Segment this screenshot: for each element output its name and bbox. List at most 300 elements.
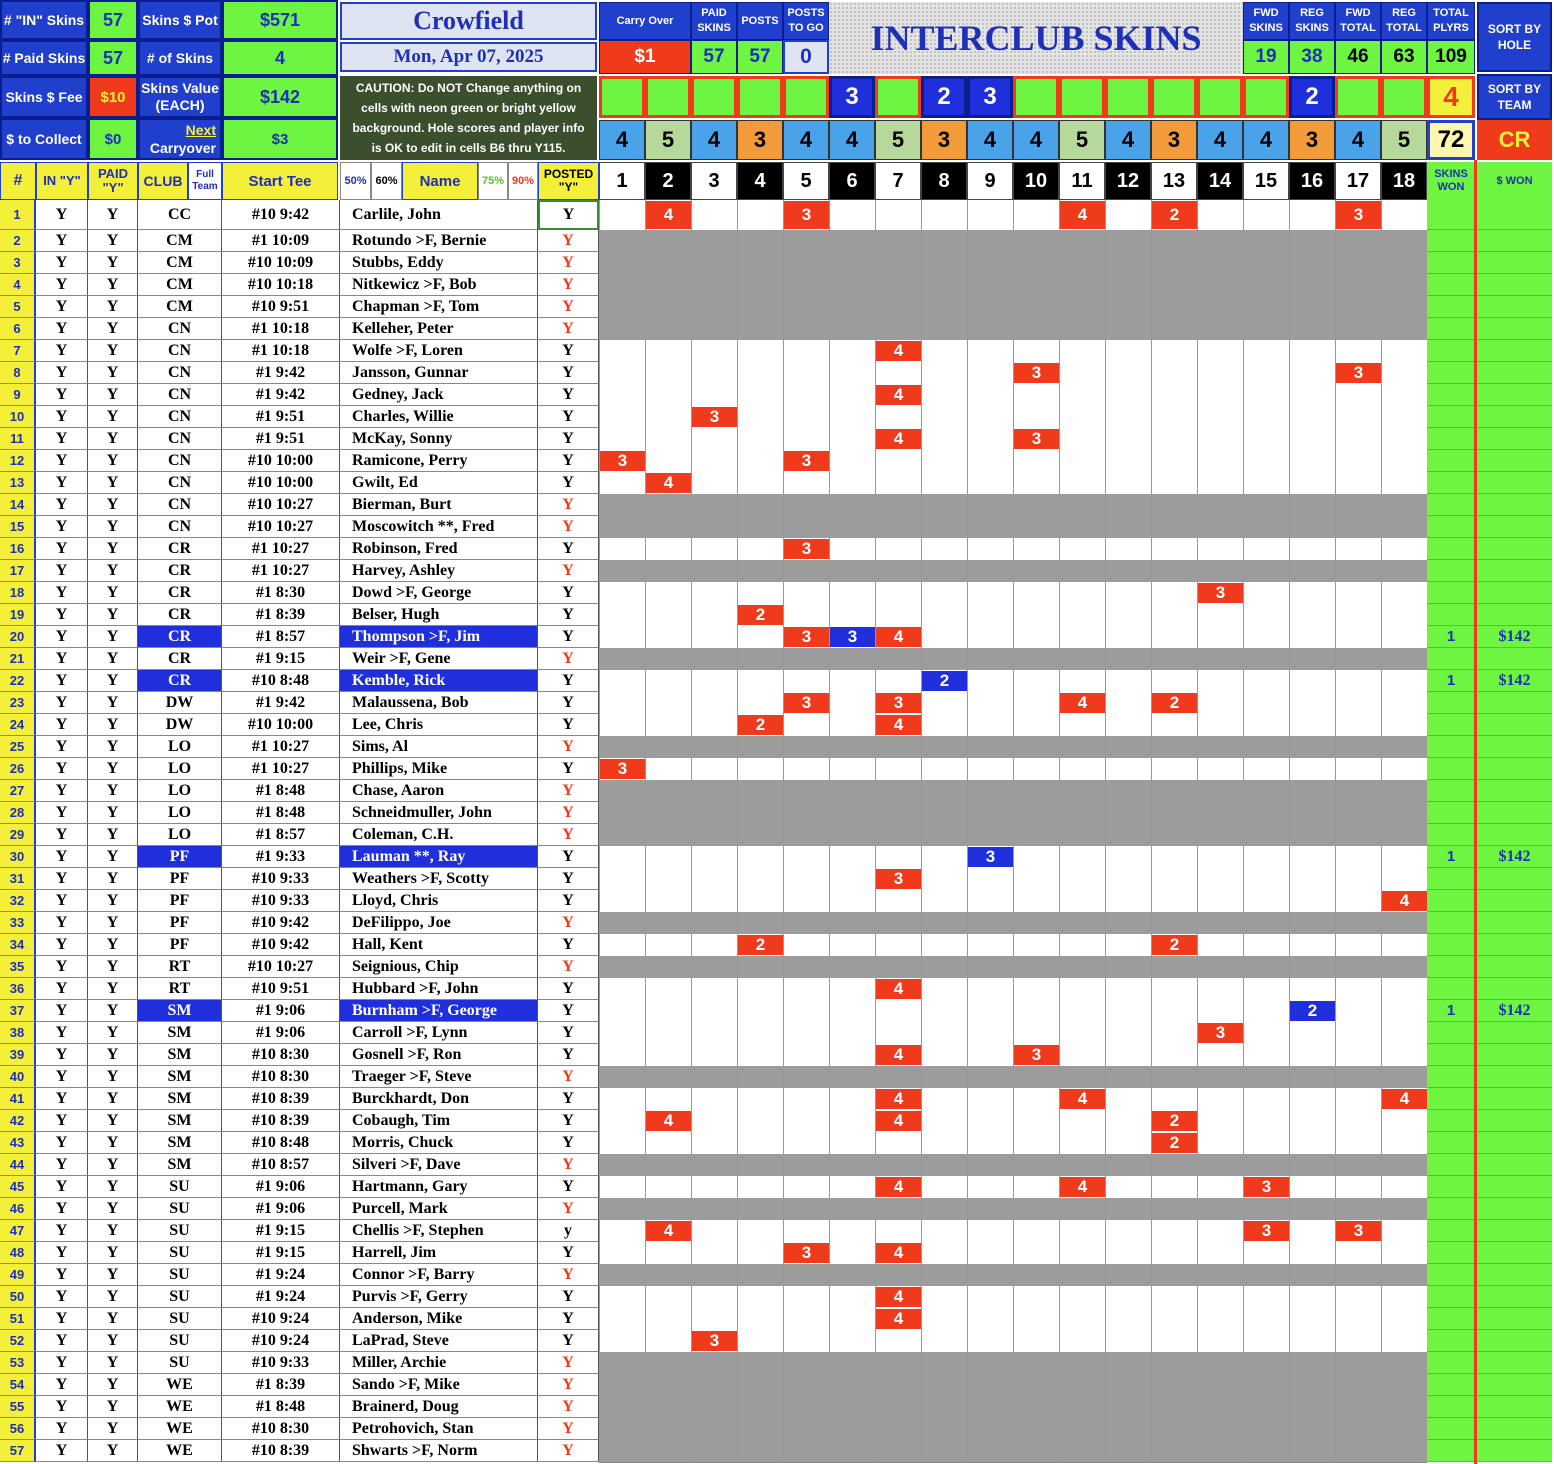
club-cell[interactable]: CN [138,362,222,384]
paid-cell[interactable]: Y [88,1330,138,1352]
start-tee-cell[interactable]: #1 9:15 [222,1242,340,1264]
player-name[interactable]: Schneidmuller, John [340,802,538,824]
score-hole-5[interactable]: 3 [784,693,829,713]
score-hole-7[interactable]: 4 [876,341,921,361]
score-hole-15[interactable]: 3 [1244,1221,1289,1241]
in-cell[interactable]: Y [36,1066,88,1088]
club-cell[interactable]: CN [138,450,222,472]
paid-cell[interactable]: Y [88,230,138,252]
posted-cell[interactable]: Y [538,230,599,252]
start-tee-cell[interactable]: #1 10:27 [222,538,340,560]
player-name[interactable]: Purcell, Mark [340,1198,538,1220]
score-hole-17[interactable]: 3 [1336,201,1381,229]
posted-cell[interactable]: Y [538,934,599,956]
posted-cell[interactable]: Y [538,582,599,604]
score-hole-11[interactable]: 4 [1060,1177,1105,1197]
club-cell[interactable]: SM [138,1066,222,1088]
score-hole-15[interactable]: 3 [1244,1177,1289,1197]
posted-cell[interactable]: Y [538,1198,599,1220]
player-name[interactable]: McKay, Sonny [340,428,538,450]
start-tee-cell[interactable]: #1 10:27 [222,560,340,582]
paid-cell[interactable]: Y [88,1198,138,1220]
start-tee-cell[interactable]: #10 8:48 [222,1132,340,1154]
club-cell[interactable]: WE [138,1374,222,1396]
score-hole-5[interactable]: 3 [784,451,829,471]
paid-cell[interactable]: Y [88,1110,138,1132]
p90-header[interactable]: 90% [508,162,538,200]
club-cell[interactable]: SM [138,1044,222,1066]
score-hole-10[interactable]: 3 [1014,429,1059,449]
club-cell[interactable]: SM [138,1132,222,1154]
club-cell[interactable]: CR [138,560,222,582]
score-hole-7[interactable]: 4 [876,715,921,735]
paid-cell[interactable]: Y [88,890,138,912]
start-tee-cell[interactable]: #1 10:09 [222,230,340,252]
posted-cell[interactable]: Y [538,604,599,626]
score-hole-7[interactable]: 3 [876,693,921,713]
start-tee-cell[interactable]: #10 8:48 [222,670,340,692]
player-name[interactable]: Bierman, Burt [340,494,538,516]
club-cell[interactable]: PF [138,912,222,934]
paid-cell[interactable]: Y [88,758,138,780]
in-cell[interactable]: Y [36,1396,88,1418]
paid-cell[interactable]: Y [88,1418,138,1440]
posted-cell[interactable]: Y [538,384,599,406]
paid-cell[interactable]: Y [88,1132,138,1154]
start-tee-cell[interactable]: #10 10:09 [222,252,340,274]
in-cell[interactable]: Y [36,626,88,648]
club-cell[interactable]: SU [138,1198,222,1220]
player-name[interactable]: Stubbs, Eddy [340,252,538,274]
in-cell[interactable]: Y [36,1132,88,1154]
player-name[interactable]: Brainerd, Doug [340,1396,538,1418]
posted-cell[interactable]: Y [538,912,599,934]
player-name[interactable]: Burckhardt, Don [340,1088,538,1110]
club-cell[interactable]: CR [138,538,222,560]
club-cell[interactable]: SU [138,1264,222,1286]
start-tee-cell[interactable]: #10 10:18 [222,274,340,296]
start-tee-cell[interactable]: #10 10:00 [222,472,340,494]
score-hole-11[interactable]: 4 [1060,693,1105,713]
player-name[interactable]: Jansson, Gunnar [340,362,538,384]
posted-cell[interactable]: Y [538,1022,599,1044]
posted-cell[interactable]: Y [538,1110,599,1132]
player-name[interactable]: Dowd >F, George [340,582,538,604]
posted-cell[interactable]: Y [538,626,599,648]
club-cell[interactable]: PF [138,868,222,890]
club-cell[interactable]: RT [138,956,222,978]
player-name[interactable]: Robinson, Fred [340,538,538,560]
posted-cell[interactable]: Y [538,1264,599,1286]
posted-cell[interactable]: Y [538,362,599,384]
club-cell[interactable]: LO [138,736,222,758]
in-cell[interactable]: Y [36,200,88,230]
paid-cell[interactable]: Y [88,1066,138,1088]
score-hole-4[interactable]: 2 [738,715,783,735]
in-cell[interactable]: Y [36,1264,88,1286]
start-tee-cell[interactable]: #1 8:30 [222,582,340,604]
start-tee-cell[interactable]: #10 9:42 [222,912,340,934]
club-cell[interactable]: SM [138,1088,222,1110]
player-name[interactable]: Harrell, Jim [340,1242,538,1264]
in-cell[interactable]: Y [36,670,88,692]
club-cell[interactable]: DW [138,692,222,714]
in-cell[interactable]: Y [36,868,88,890]
club-cell[interactable]: CR [138,670,222,692]
in-cell[interactable]: Y [36,1418,88,1440]
paid-cell[interactable]: Y [88,1176,138,1198]
p60-header[interactable]: 60% [371,162,402,200]
paid-cell[interactable]: Y [88,494,138,516]
p50-header[interactable]: 50% [340,162,371,200]
club-cell[interactable]: WE [138,1440,222,1462]
start-tee-cell[interactable]: #1 8:48 [222,780,340,802]
paid-cell[interactable]: Y [88,1352,138,1374]
posted-cell[interactable]: Y [538,1044,599,1066]
club-cell[interactable]: PF [138,890,222,912]
start-tee-cell[interactable]: #1 8:57 [222,626,340,648]
paid-cell[interactable]: Y [88,648,138,670]
club-cell[interactable]: SU [138,1352,222,1374]
start-tee-cell[interactable]: #10 9:33 [222,890,340,912]
start-tee-cell[interactable]: #1 8:48 [222,1396,340,1418]
club-cell[interactable]: SM [138,1022,222,1044]
in-cell[interactable]: Y [36,1242,88,1264]
start-tee-cell[interactable]: #1 9:06 [222,1022,340,1044]
paid-cell[interactable]: Y [88,200,138,230]
score-hole-2[interactable]: 4 [646,1111,691,1131]
player-name[interactable]: Seignious, Chip [340,956,538,978]
paid-cell[interactable]: Y [88,670,138,692]
score-hole-13[interactable]: 2 [1152,935,1197,955]
paid-cell[interactable]: Y [88,1374,138,1396]
club-cell[interactable]: CN [138,340,222,362]
player-name[interactable]: Belser, Hugh [340,604,538,626]
score-hole-18[interactable]: 4 [1382,1089,1427,1109]
posted-cell[interactable]: Y [538,1242,599,1264]
score-hole-11[interactable]: 4 [1060,201,1105,229]
posted-cell[interactable]: Y [538,1330,599,1352]
start-tee-cell[interactable]: #10 8:57 [222,1154,340,1176]
start-tee-cell[interactable]: #1 9:15 [222,648,340,670]
player-name[interactable]: Hall, Kent [340,934,538,956]
start-tee-cell[interactable]: #10 9:42 [222,934,340,956]
score-hole-7[interactable]: 3 [876,869,921,889]
player-name[interactable]: Harvey, Ashley [340,560,538,582]
player-name[interactable]: Carroll >F, Lynn [340,1022,538,1044]
posted-cell[interactable]: Y [538,340,599,362]
start-tee-cell[interactable]: #1 9:42 [222,362,340,384]
in-cell[interactable]: Y [36,780,88,802]
paid-cell[interactable]: Y [88,450,138,472]
player-name[interactable]: Gedney, Jack [340,384,538,406]
score-hole-11[interactable]: 4 [1060,1089,1105,1109]
club-cell[interactable]: CR [138,626,222,648]
player-name[interactable]: Chase, Aaron [340,780,538,802]
club-cell[interactable]: LO [138,824,222,846]
start-tee-cell[interactable]: #10 10:27 [222,494,340,516]
club-cell[interactable]: LO [138,780,222,802]
in-cell[interactable]: Y [36,340,88,362]
posted-cell[interactable]: Y [538,428,599,450]
in-cell[interactable]: Y [36,230,88,252]
club-cell[interactable]: CR [138,648,222,670]
posted-cell[interactable]: Y [538,714,599,736]
paid-cell[interactable]: Y [88,384,138,406]
in-cell[interactable]: Y [36,450,88,472]
player-name[interactable]: Phillips, Mike [340,758,538,780]
score-hole-7[interactable]: 4 [876,1287,921,1307]
club-cell[interactable]: SU [138,1330,222,1352]
start-tee-cell[interactable]: #10 9:33 [222,868,340,890]
club-cell[interactable]: CN [138,516,222,538]
paid-cell[interactable]: Y [88,1000,138,1022]
club-cell[interactable]: PF [138,846,222,868]
posted-cell[interactable]: Y [538,472,599,494]
posted-cell[interactable]: Y [538,1176,599,1198]
player-name[interactable]: Carlile, John [340,200,538,230]
score-hole-7[interactable]: 4 [876,627,921,647]
paid-cell[interactable]: Y [88,472,138,494]
player-name[interactable]: Anderson, Mike [340,1308,538,1330]
paid-cell[interactable]: Y [88,340,138,362]
score-hole-13[interactable]: 2 [1152,1133,1197,1153]
posted-cell[interactable]: Y [538,200,599,230]
posted-cell[interactable]: Y [538,1000,599,1022]
posted-cell[interactable]: Y [538,648,599,670]
start-tee-cell[interactable]: #1 9:15 [222,1220,340,1242]
start-tee-cell[interactable]: #1 9:42 [222,384,340,406]
posted-cell[interactable]: Y [538,406,599,428]
player-name[interactable]: Traeger >F, Steve [340,1066,538,1088]
player-name[interactable]: Lloyd, Chris [340,890,538,912]
player-name[interactable]: Sims, Al [340,736,538,758]
posted-cell[interactable]: Y [538,538,599,560]
club-cell[interactable]: CR [138,604,222,626]
player-name[interactable]: Charles, Willie [340,406,538,428]
in-cell[interactable]: Y [36,274,88,296]
paid-cell[interactable]: Y [88,1242,138,1264]
paid-cell[interactable]: Y [88,780,138,802]
in-cell[interactable]: Y [36,1308,88,1330]
in-cell[interactable]: Y [36,1198,88,1220]
in-cell[interactable]: Y [36,296,88,318]
in-cell[interactable]: Y [36,1088,88,1110]
score-hole-5[interactable]: 3 [784,1243,829,1263]
paid-cell[interactable]: Y [88,956,138,978]
start-tee-cell[interactable]: #1 9:51 [222,406,340,428]
posted-cell[interactable]: y [538,1220,599,1242]
player-name[interactable]: Burnham >F, George [340,1000,538,1022]
paid-cell[interactable]: Y [88,626,138,648]
score-hole-7[interactable]: 4 [876,979,921,999]
player-name[interactable]: Lee, Chris [340,714,538,736]
in-cell[interactable]: Y [36,1154,88,1176]
score-hole-5[interactable]: 3 [784,627,829,647]
posted-cell[interactable]: Y [538,318,599,340]
player-name[interactable]: Gwilt, Ed [340,472,538,494]
start-tee-cell[interactable]: #1 8:39 [222,604,340,626]
start-tee-cell[interactable]: #10 9:24 [222,1330,340,1352]
score-hole-7[interactable]: 4 [876,385,921,405]
player-name[interactable]: DeFilippo, Joe [340,912,538,934]
in-cell[interactable]: Y [36,384,88,406]
score-hole-7[interactable]: 4 [876,1111,921,1131]
in-cell[interactable]: Y [36,428,88,450]
player-name[interactable]: Weir >F, Gene [340,648,538,670]
paid-cell[interactable]: Y [88,692,138,714]
club-cell[interactable]: CM [138,296,222,318]
in-cell[interactable]: Y [36,318,88,340]
score-hole-4[interactable]: 2 [738,605,783,625]
score-hole-2[interactable]: 4 [646,1221,691,1241]
in-cell[interactable]: Y [36,1220,88,1242]
start-tee-cell[interactable]: #1 10:27 [222,736,340,758]
player-name[interactable]: Chapman >F, Tom [340,296,538,318]
score-hole-14[interactable]: 3 [1198,583,1243,603]
score-hole-7[interactable]: 4 [876,429,921,449]
posted-cell[interactable]: Y [538,846,599,868]
posted-cell[interactable]: Y [538,296,599,318]
posted-cell[interactable]: Y [538,1132,599,1154]
paid-cell[interactable]: Y [88,1308,138,1330]
start-tee-cell[interactable]: #1 10:18 [222,318,340,340]
in-cell[interactable]: Y [36,560,88,582]
in-cell[interactable]: Y [36,604,88,626]
in-cell[interactable]: Y [36,1330,88,1352]
start-tee-cell[interactable]: #10 8:30 [222,1066,340,1088]
in-cell[interactable]: Y [36,824,88,846]
score-hole-5[interactable]: 3 [784,539,829,559]
posted-cell[interactable]: Y [538,252,599,274]
paid-cell[interactable]: Y [88,1088,138,1110]
club-cell[interactable]: SU [138,1286,222,1308]
paid-cell[interactable]: Y [88,934,138,956]
paid-cell[interactable]: Y [88,802,138,824]
club-cell[interactable]: CM [138,230,222,252]
player-name[interactable]: Morris, Chuck [340,1132,538,1154]
club-cell[interactable]: CR [138,582,222,604]
paid-cell[interactable]: Y [88,824,138,846]
club-cell[interactable]: CM [138,252,222,274]
paid-cell[interactable]: Y [88,978,138,1000]
in-cell[interactable]: Y [36,252,88,274]
paid-cell[interactable]: Y [88,1044,138,1066]
score-hole-3[interactable]: 3 [692,407,737,427]
club-cell[interactable]: CN [138,384,222,406]
in-cell[interactable]: Y [36,1176,88,1198]
player-name[interactable]: Wolfe >F, Loren [340,340,538,362]
paid-cell[interactable]: Y [88,1396,138,1418]
start-tee-cell[interactable]: #1 9:06 [222,1176,340,1198]
start-tee-cell[interactable]: #10 10:00 [222,714,340,736]
in-cell[interactable]: Y [36,934,88,956]
player-name[interactable]: Ramicone, Perry [340,450,538,472]
in-cell[interactable]: Y [36,736,88,758]
in-cell[interactable]: Y [36,1352,88,1374]
posted-cell[interactable]: Y [538,1308,599,1330]
club-cell[interactable]: WE [138,1418,222,1440]
posted-cell[interactable]: Y [538,1088,599,1110]
in-cell[interactable]: Y [36,1022,88,1044]
paid-cell[interactable]: Y [88,582,138,604]
paid-cell[interactable]: Y [88,1154,138,1176]
start-tee-cell[interactable]: #1 9:06 [222,1198,340,1220]
club-cell[interactable]: WE [138,1396,222,1418]
full-team-header[interactable]: Full Team [188,162,222,200]
posted-cell[interactable]: Y [538,1066,599,1088]
posted-cell[interactable]: Y [538,736,599,758]
player-name[interactable]: Cobaugh, Tim [340,1110,538,1132]
posted-cell[interactable]: Y [538,1440,599,1462]
score-hole-7[interactable]: 4 [876,1243,921,1263]
posted-cell[interactable]: Y [538,890,599,912]
player-name[interactable]: Purvis >F, Gerry [340,1286,538,1308]
player-name[interactable]: Miller, Archie [340,1352,538,1374]
score-hole-5[interactable]: 3 [784,201,829,229]
paid-cell[interactable]: Y [88,1286,138,1308]
start-tee-cell[interactable]: #1 8:48 [222,802,340,824]
start-tee-cell[interactable]: #1 9:24 [222,1264,340,1286]
paid-cell[interactable]: Y [88,1440,138,1462]
club-cell[interactable]: SU [138,1242,222,1264]
in-cell[interactable]: Y [36,846,88,868]
start-tee-cell[interactable]: #1 9:06 [222,1000,340,1022]
in-cell[interactable]: Y [36,1000,88,1022]
posted-cell[interactable]: Y [538,560,599,582]
player-name[interactable]: Kemble, Rick [340,670,538,692]
score-hole-2[interactable]: 4 [646,473,691,493]
paid-cell[interactable]: Y [88,714,138,736]
club-cell[interactable]: LO [138,802,222,824]
paid-cell[interactable]: Y [88,318,138,340]
club-cell[interactable]: SM [138,1154,222,1176]
player-name[interactable]: Gosnell >F, Ron [340,1044,538,1066]
score-hole-13[interactable]: 2 [1152,693,1197,713]
in-cell[interactable]: Y [36,758,88,780]
in-cell[interactable]: Y [36,582,88,604]
paid-cell[interactable]: Y [88,912,138,934]
paid-cell[interactable]: Y [88,362,138,384]
score-hole-13[interactable]: 2 [1152,1111,1197,1131]
club-cell[interactable]: SU [138,1220,222,1242]
score-hole-10[interactable]: 3 [1014,363,1059,383]
player-name[interactable]: Shwarts >F, Norm [340,1440,538,1462]
player-name[interactable]: Hartmann, Gary [340,1176,538,1198]
posted-cell[interactable]: Y [538,1396,599,1418]
player-name[interactable]: Nitkewicz >F, Bob [340,274,538,296]
start-tee-cell[interactable]: #10 9:51 [222,978,340,1000]
start-tee-cell[interactable]: #1 8:39 [222,1374,340,1396]
score-hole-13[interactable]: 2 [1152,201,1197,229]
score-hole-4[interactable]: 2 [738,935,783,955]
posted-cell[interactable]: Y [538,516,599,538]
posted-cell[interactable]: Y [538,956,599,978]
club-cell[interactable]: DW [138,714,222,736]
start-tee-cell[interactable]: #10 8:39 [222,1110,340,1132]
start-tee-cell[interactable]: #10 10:27 [222,516,340,538]
start-tee-cell[interactable]: #10 9:42 [222,200,340,230]
club-cell[interactable]: CN [138,318,222,340]
player-name[interactable]: Moscowitch **, Fred [340,516,538,538]
paid-cell[interactable]: Y [88,1264,138,1286]
in-cell[interactable]: Y [36,494,88,516]
in-cell[interactable]: Y [36,1110,88,1132]
paid-cell[interactable]: Y [88,604,138,626]
start-tee-cell[interactable]: #10 9:51 [222,296,340,318]
posted-cell[interactable]: Y [538,1352,599,1374]
club-cell[interactable]: SM [138,1000,222,1022]
